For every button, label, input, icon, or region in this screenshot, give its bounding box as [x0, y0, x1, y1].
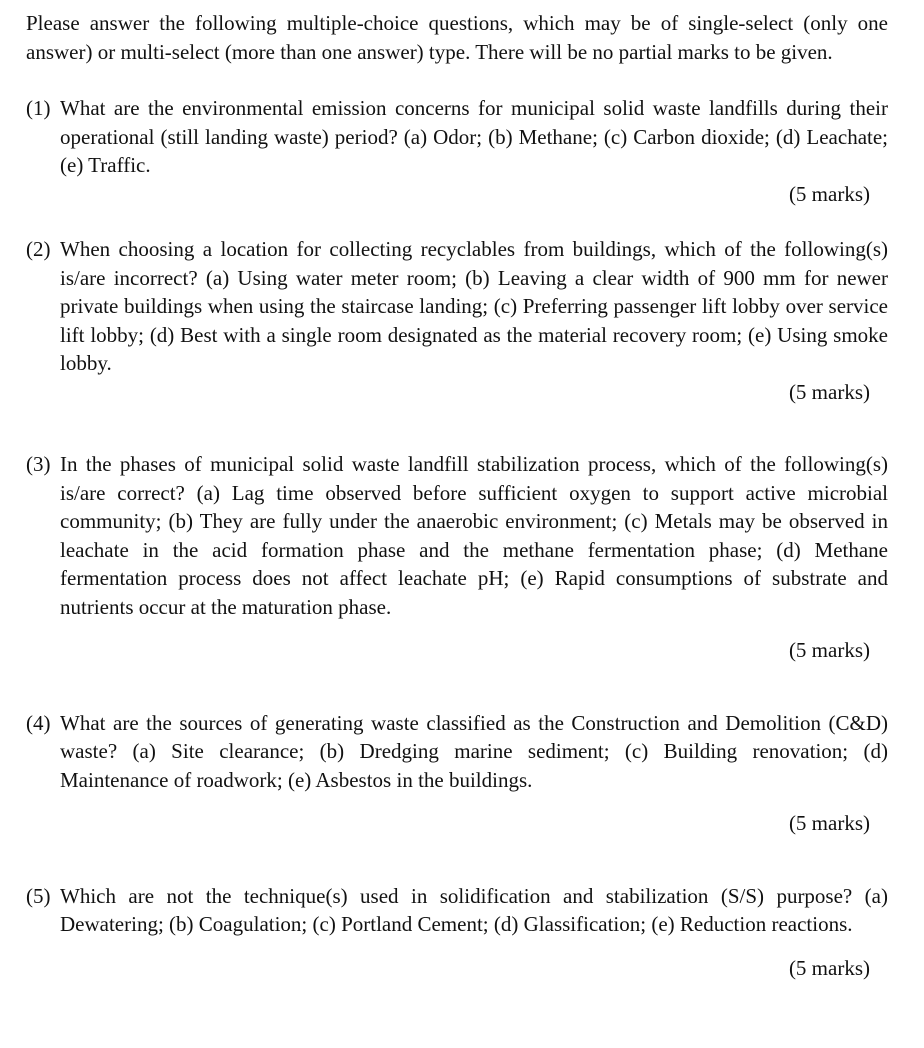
instructions-paragraph: Please answer the following multiple-choice questions, which may be of single-select (only one answer) or multi-select (more than one answer) type. There will be no partial marks to be given. — [26, 11, 888, 64]
question-text: When choosing a location for collecting recyclables from buildings, which of the following(s) is/are incorrect? (a) Using water meter room; (b) Leaving a clear width of 900 mm for newer private buildings when using the staircase landing; (c) Preferring passenger lift lobby over service lift lobby; (d) Best with a single room designated as the material recovery room; (e) Using smoke lobby. — [60, 237, 888, 375]
question-marks: (5 marks) — [788, 955, 870, 980]
question-marks: (5 marks) — [788, 181, 870, 206]
question-2 — [26, 235, 888, 406]
question-text: Which are not the technique(s) used in solidification and stabilization (S/S) purpose? (a) Dewatering; (b) Coagulation; (c) Portland Cement; (d) Glassification; (e) Reduction reactions. — [60, 883, 888, 936]
question-marks: (5 marks) — [788, 811, 870, 835]
question-number: (3) — [26, 452, 51, 476]
question-text: What are the environmental emission concerns for municipal solid waste landfills during their operational (still landing waste) period? (a) Odor; (b) Methane; (c) Carbon dioxide; (d) Leachate; (e) Traffic. — [60, 96, 888, 177]
question-marks: (5 marks) — [788, 638, 870, 662]
question-number: (2) — [26, 237, 51, 261]
question-4 — [26, 709, 888, 838]
question-5 — [26, 882, 888, 983]
question-1 — [26, 94, 888, 208]
question-text: What are the sources of generating waste classified as the Construction and Demolition (C&D) waste? (a) Site clearance; (b) Dredging marine sediment; (c) Building renovation; (d) Maintenance of roadwork; (e) Asbestos in the buildings. — [60, 710, 888, 792]
question-text: In the phases of municipal solid waste landfill stabilization process, which of the following(s) is/are correct? (a) Lag time observed before sufficient oxygen to support active microbial community; (b) They are fully under the anaerobic environment; (c) Metals may be observed in leachate in the acid formation phase and the methane fermentation phase; (d) Methane fermentation process does not affect leachate pH; (e) Rapid consumptions of substrate and nutrients occur at the maturation phase. — [60, 452, 888, 619]
question-3 — [26, 450, 888, 665]
question-marks: (5 marks) — [788, 379, 870, 404]
question-number: (1) — [26, 96, 51, 120]
question-number: (4) — [26, 710, 51, 735]
question-number: (5) — [26, 883, 51, 908]
question-sheet — [26, 9, 888, 982]
